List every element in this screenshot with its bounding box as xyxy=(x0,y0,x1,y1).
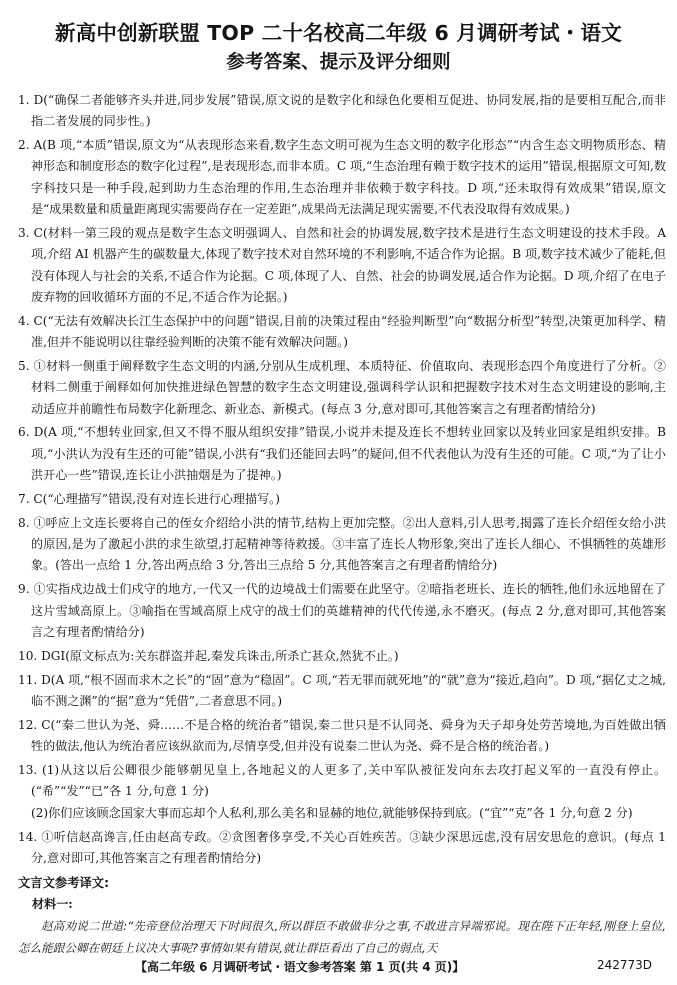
answer-item xyxy=(18,90,666,133)
answer-text: 13. (1)从这以后公卿很少能够朝见皇上,各地起义的人更多了,关中军队被征发向东去攻打起义军的一直没有停止。(“希”“发”“已”各 1 分,句意 1 分) xyxy=(18,763,666,799)
answer-text: 6. D(A 项,“不想转业回家,但又不得不服从组织安排”错误,小说并未提及连长不想转业回家以及转业回家是组织安排。B 项,“小洪认为没有生还的可能”错误,小洪有“我们还能回去吗”的疑问,但不代表他认为没有生还的可能。C 项,“为了让小洪开心一些”错误,连长让小洪抽烟是为了提神。) xyxy=(18,425,666,483)
answer-item xyxy=(18,356,666,420)
answer-item xyxy=(18,422,666,486)
answer-text: 4. C(“无法有效解决长江生态保护中的问题”错误,目前的决策过程由“经验判断型”向“数据分析型”转型,决策更加科学、精准,但并不能说明以往靠经验判断的决策不能有效解决问题。) xyxy=(18,313,666,350)
footer-code: 242773D xyxy=(596,958,652,972)
answer-item xyxy=(18,223,666,308)
material-one-label: 材料一: xyxy=(32,896,73,911)
answer-text: 10. DGI(原文标点为:关东群盗并起,秦发兵诛击,所杀亡甚众,然犹不止。) xyxy=(18,648,399,663)
answer-text: 14. ①听信赵高谗言,任由赵高专政。②贪图奢侈享受,不关心百姓疾苦。③缺少深思远虑,没有居安思危的意识。(每点 1 分,意对即可,其他答案言之有理者酌情给分) xyxy=(18,829,666,865)
answer-text: 2. A(B 项,“本质”错误,原文为“从表现形态来看,数字生态文明可视为生态文明的数字化形态”“内含生态文明物质形态、精神形态和制度形态的数字化过程”,是表现形态,而非本质。C 项,“生态治理有赖于数字技术的运用”错误,根据原文可知,数字科技只是一种手段,起到助力生态治理的作用,生态治理并非依赖于数字科技。D 项,“还未取得有效成果”错误,原文是“成果数量和质量距离现实需要尚存在一定差距”,成果尚无法满足现实需要,不代表没取得有效成果。) xyxy=(18,138,666,217)
translation-text: 赵高劝说二世道:“先帝登位治理天下时间很久,所以群臣不敢做非分之事,不敢进言异端邪说。现在陛下正年轻,刚登上皇位,怎么能跟公卿在朝廷上议决大事呢?事情如果有错误,就让群臣看出了自己的弱点,天 xyxy=(18,918,666,956)
answer-list xyxy=(18,90,666,960)
answer-item xyxy=(18,311,666,354)
answer-item xyxy=(18,135,666,220)
answer-text: 5. ①材料一侧重于阐释数字生态文明的内涵,分别从生成机理、本质特征、价值取向、表现形态四个角度进行了分析。②材料二侧重于阐释如何加快推进绿色智慧的数字生态文明建设,强调科学认识和把握数字技术对生态文明建设的影响,主动适应并前瞻性布局数字化新理念、新业态、新模式。(每点 3 分,意对即可,其他答案言之有理者酌情给分) xyxy=(18,358,666,416)
answer-text: 1. D(“确保二者能够齐头并进,同步发展”错误,原文说的是数字化和绿色化要相互促进、协同发展,指的是要相互配合,而非指二者发展的同步性。) xyxy=(18,93,666,129)
answer-text: 12. C(“秦二世认为尧、舜……不是合格的统治者”错误,秦二世只是不认同尧、舜身为天子却身处劳苦境地,为百姓做出牺牲的做法,他认为统治者应该纵欲而为,尽情享受,但并没有说秦二世认为尧、舜不是合格的统治者。) xyxy=(18,717,666,754)
answer-item xyxy=(18,670,666,713)
answer-item xyxy=(18,513,666,577)
answer-item xyxy=(18,646,666,667)
answer-subpoint: (2)你们应该顾念国家大事而忘却个人私利,那么美名和显赫的地位,就能够保持到底。(“宜”“克”各 1 分,句意 2 分) xyxy=(31,805,633,820)
page-title: 新高中创新联盟 TOP 二十名校高二年级 6 月调研考试・语文 xyxy=(55,21,622,45)
answer-text: 8. ①呼应上文连长要将自己的侄女介绍给小洪的情节,结构上更加完整。②出人意料,引人思考,揭露了连长介绍侄女给小洪的原因,是为了激起小洪的求生欲望,打起精神等待救援。③丰富了连长人物形象,突出了连长人细心、不惧牺牲的英雄形象。(答出一点给 1 分,答出两点给 3 分,答出三点给 5 分,其他答案言之有理者酌情给分) xyxy=(18,515,666,573)
answer-item xyxy=(18,579,666,643)
footer-page-info: 【高二年级 6 月调研考试・语文参考答案 第 1 页(共 4 页)】 xyxy=(135,960,465,974)
answer-item xyxy=(18,827,666,870)
answer-items xyxy=(18,90,666,869)
answer-text: 3. C(材料一第三段的观点是数字生态文明强调人、自然和社会的协调发展,数字技术是进行生态文明建设的技术手段。A 项,介绍 AI 机器产生的碳数量大,体现了数字技术对自然环境的不利影响,不适合作为论据。B 项,数字技术减少了能耗,但没有体现人与社会的关系,不适合作为论据。C 项,体现了人、自然、社会的协调发展,适合作为论据。D 项,介绍了在电子废弃物的回收循环方面的不足,不适合作为论据。) xyxy=(18,225,666,304)
page-subtitle: 参考答案、提示及评分细则 xyxy=(226,52,451,73)
answer-text: 11. D(A 项,“根不固而求木之长”的“固”意为“稳固”。C 项,“若无罪而就死地”的“就”意为“接近,趋向”。D 项,“据亿丈之城,临不测之渊”的“据”意为“凭借”,二者意思不同。) xyxy=(18,672,666,708)
reference-translation-heading: 文言文参考译文: xyxy=(18,875,109,890)
answer-text: 9. ①实指戍边战士们戍守的地方,一代又一代的边境战士们需要在此坚守。②暗指老班长、连长的牺牲,他们永远地留在了这片雪域高原上。③喻指在雪域高原上戍守的战士们的英雄精神的代代传递,永不磨灭。(每点 2 分,意对即可,其他答案言之有理者酌情给分) xyxy=(18,582,666,639)
answer-item xyxy=(18,715,666,758)
answer-item xyxy=(18,760,666,824)
answer-text: 7. C(“心理描写”错误,没有对连长进行心理描写。) xyxy=(18,491,280,506)
answer-item xyxy=(18,489,666,510)
